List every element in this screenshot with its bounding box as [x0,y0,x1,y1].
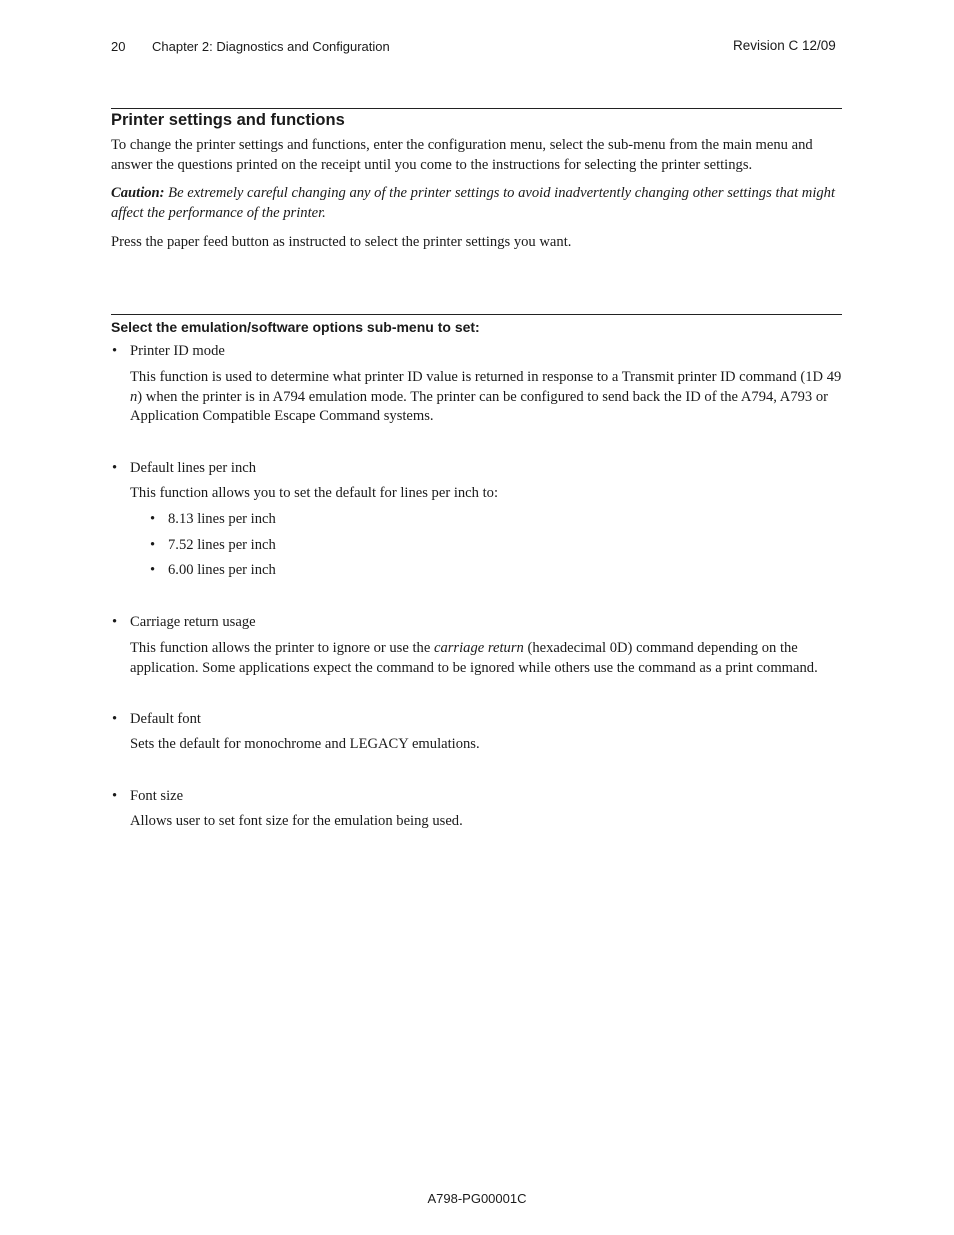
bullet-marker: • [112,788,118,804]
list-item-label: Font size [130,788,184,804]
list-item-description: Allows user to set font size for the emulation being used. [130,813,463,829]
intro-paragraph: To change the printer settings and functions, enter the configuration menu, select the sub-menu from the main menu and answer the questions printed on the receipt until you come to the instructions for selecting the printer settings. [111,137,813,173]
sub-bullet-marker: • [150,562,156,578]
page-number: 20 [111,39,126,54]
sub-list-item: 7.52 lines per inch [168,537,276,553]
sub-bullet-marker: • [150,537,156,553]
caution-label: Caution: [111,185,165,201]
list-item-label: Printer ID mode [130,343,225,359]
list-item-description: This function allows the printer to ignore or use the carriage return (hexadecimal 0D) command depending on the application. Some applications expect the command to be ignored while others use the command as a print command. [130,640,818,676]
bullet-marker: • [112,711,118,727]
section-title: Printer settings and functions [111,111,345,129]
subsection-title: Select the emulation/software options sub-menu to set: [111,319,480,335]
section-divider [111,314,842,315]
bullet-marker: • [112,460,118,476]
press-paragraph: Press the paper feed button as instructed to select the printer settings you want. [111,234,572,250]
caution-text: Be extremely careful changing any of the printer settings to avoid inadvertently changing other settings that might affect the performance of the printer. [111,185,836,221]
list-item-label: Carriage return usage [130,614,256,630]
list-item-description: Sets the default for monochrome and LEGACY emulations. [130,736,480,752]
revision-label: Revision C 12/09 [733,38,836,53]
list-item-description: This function is used to determine what printer ID value is returned in response to a Transmit printer ID command (1D 49 n) when the printer is in A794 emulation mode. The printer can be configured to send back the ID of the A794, A793 or Application Compatible Escape Command systems. [130,369,842,424]
section-divider [111,108,842,109]
sub-bullet-marker: • [150,511,156,527]
list-item-label: Default lines per inch [130,460,257,476]
chapter-title: Chapter 2: Diagnostics and Configuration [152,39,390,54]
bullet-marker: • [112,614,118,630]
list-item-label: Default font [130,711,201,727]
caution-paragraph [111,184,846,223]
bullet-marker: • [112,343,118,359]
list-item-description: This function allows you to set the default for lines per inch to: [130,485,499,501]
sub-list-item: 6.00 lines per inch [168,562,276,578]
sub-list-item: 8.13 lines per inch [168,511,276,527]
document-id: A798-PG00001C [427,1191,527,1206]
